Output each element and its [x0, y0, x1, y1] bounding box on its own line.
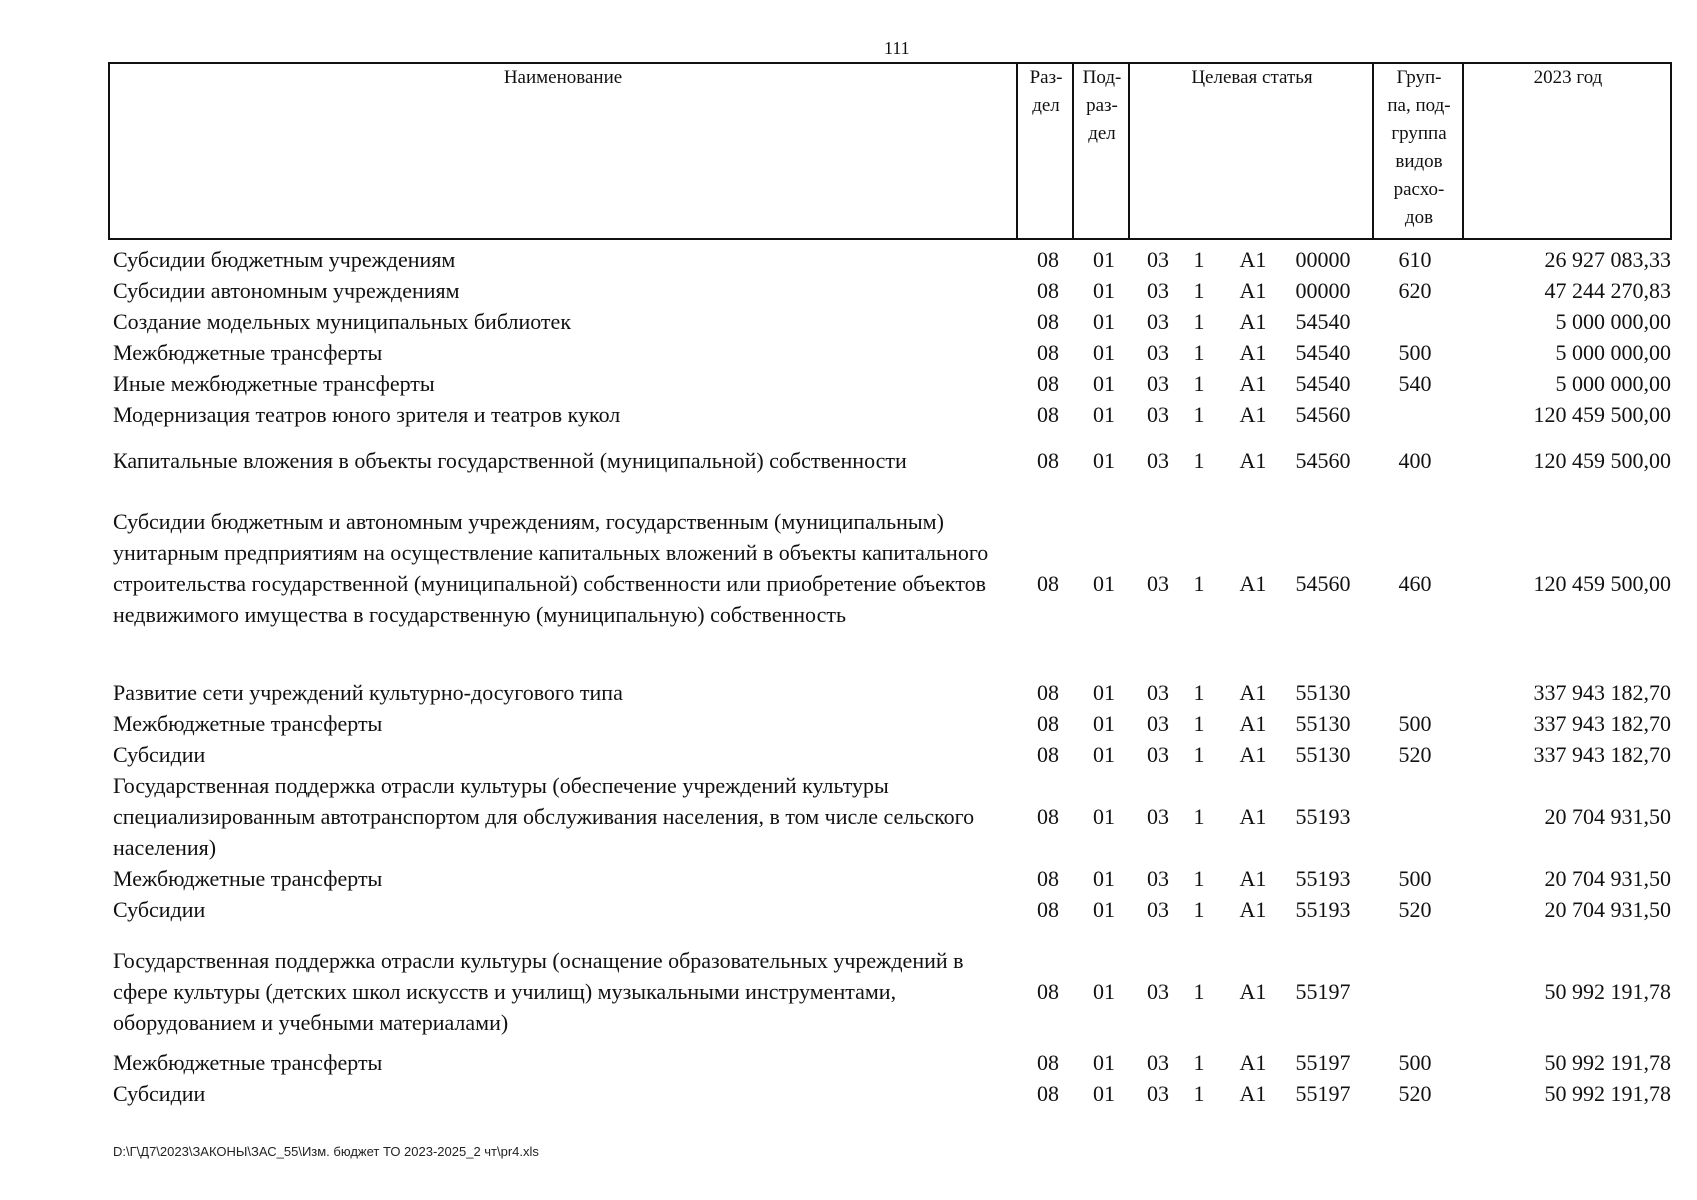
row-name: Субсидии бюджетным и автономным учреждениям, государственным (муниципальным) унитарным предприятиям на осуществление капитальных вложений в объекты капитального строительства государственной (муниципальной) собственности или приобретение объектов недвижимого имущества в государственную (муниципальную) собственность — [113, 509, 989, 627]
row-t2: 1 — [1193, 680, 1205, 705]
row-t4: 54540 — [1295, 340, 1351, 365]
header-name-column — [110, 64, 1016, 238]
row-group: 520 — [1398, 1081, 1432, 1106]
row-podrazdel: 01 — [1093, 866, 1115, 891]
row-name: Межбюджетные трансферты — [113, 866, 383, 891]
row-podrazdel: 01 — [1093, 340, 1115, 365]
table-header — [108, 62, 1672, 240]
row-t4: 54560 — [1295, 571, 1351, 596]
row-t1: 03 — [1147, 1050, 1169, 1075]
row-razdel: 08 — [1037, 371, 1059, 396]
row-t1: 03 — [1147, 571, 1169, 596]
row-t2: 1 — [1193, 1081, 1205, 1106]
row-razdel: 08 — [1037, 1081, 1059, 1106]
row-t2: 1 — [1193, 711, 1205, 736]
row-t3: А1 — [1239, 1081, 1267, 1106]
row-t2: 1 — [1193, 866, 1205, 891]
row-podrazdel: 01 — [1093, 804, 1115, 829]
row-t3: А1 — [1239, 742, 1267, 767]
header-target-column — [1128, 64, 1374, 238]
row-name: Субсидии бюджетным учреждениям — [113, 247, 456, 272]
row-t1: 03 — [1147, 742, 1169, 767]
header-group-line: группа — [1391, 123, 1447, 144]
row-t3: А1 — [1239, 340, 1267, 365]
row-razdel: 08 — [1037, 340, 1059, 365]
row-t2: 1 — [1193, 979, 1205, 1004]
row-sum: 337 943 182,70 — [1533, 680, 1671, 705]
header-razdel-line: Раз- — [1029, 67, 1063, 88]
row-t2: 1 — [1193, 309, 1205, 334]
row-t4: 55130 — [1295, 711, 1351, 736]
row-group: 460 — [1398, 571, 1432, 596]
row-razdel: 08 — [1037, 711, 1059, 736]
row-podrazdel: 01 — [1093, 278, 1115, 303]
row-t2: 1 — [1193, 247, 1205, 272]
header-podrazdel-line: дел — [1088, 123, 1116, 144]
row-t4: 55193 — [1295, 866, 1351, 891]
row-t3: А1 — [1239, 402, 1267, 427]
row-sum: 5 000 000,00 — [1555, 309, 1671, 334]
row-razdel: 08 — [1037, 804, 1059, 829]
header-target-label: Целевая статья — [1191, 67, 1313, 88]
row-group: 540 — [1398, 371, 1432, 396]
row-podrazdel: 01 — [1093, 371, 1115, 396]
row-sum: 20 704 931,50 — [1544, 866, 1671, 891]
header-group-line: расхо- — [1393, 179, 1445, 200]
row-t4: 55197 — [1295, 1050, 1351, 1075]
row-podrazdel: 01 — [1093, 680, 1115, 705]
row-t4: 55197 — [1295, 1081, 1351, 1106]
row-t2: 1 — [1193, 897, 1205, 922]
row-group: 500 — [1398, 711, 1432, 736]
row-razdel: 08 — [1037, 897, 1059, 922]
header-name-label: Наименование — [503, 67, 623, 88]
row-t2: 1 — [1193, 340, 1205, 365]
header-podrazdel-line: Под- — [1082, 67, 1122, 88]
row-t1: 03 — [1147, 278, 1169, 303]
row-t3: А1 — [1239, 247, 1267, 272]
row-t2: 1 — [1193, 278, 1205, 303]
row-group: 620 — [1398, 278, 1432, 303]
row-t2: 1 — [1193, 742, 1205, 767]
row-name: Иные межбюджетные трансферты — [113, 371, 435, 396]
row-sum: 120 459 500,00 — [1533, 402, 1671, 427]
header-group-column — [1372, 64, 1464, 238]
row-t1: 03 — [1147, 680, 1169, 705]
header-razdel-column — [1016, 64, 1074, 238]
row-podrazdel: 01 — [1093, 979, 1115, 1004]
row-sum: 26 927 083,33 — [1544, 247, 1671, 272]
row-t2: 1 — [1193, 371, 1205, 396]
row-t4: 55130 — [1295, 680, 1351, 705]
row-t4: 55130 — [1295, 742, 1351, 767]
row-podrazdel: 01 — [1093, 309, 1115, 334]
row-t4: 54560 — [1295, 402, 1351, 427]
row-t4: 54540 — [1295, 371, 1351, 396]
row-t1: 03 — [1147, 402, 1169, 427]
row-group: 610 — [1398, 247, 1432, 272]
row-razdel: 08 — [1037, 979, 1059, 1004]
row-name: Развитие сети учреждений культурно-досугового типа — [113, 680, 623, 705]
row-t3: А1 — [1239, 897, 1267, 922]
header-year-column — [1462, 64, 1672, 238]
row-t1: 03 — [1147, 247, 1169, 272]
row-t1: 03 — [1147, 448, 1169, 473]
row-razdel: 08 — [1037, 742, 1059, 767]
row-t4: 55197 — [1295, 979, 1351, 1004]
row-razdel: 08 — [1037, 309, 1059, 334]
row-podrazdel: 01 — [1093, 742, 1115, 767]
row-sum: 120 459 500,00 — [1533, 448, 1671, 473]
row-t1: 03 — [1147, 1081, 1169, 1106]
row-razdel: 08 — [1037, 247, 1059, 272]
row-t1: 03 — [1147, 804, 1169, 829]
row-t3: А1 — [1239, 371, 1267, 396]
row-sum: 5 000 000,00 — [1555, 340, 1671, 365]
row-sum: 50 992 191,78 — [1544, 979, 1671, 1004]
row-name: Капитальные вложения в объекты государственной (муниципальной) собственности — [113, 448, 907, 473]
header-group-line: видов — [1395, 151, 1443, 172]
row-group: 520 — [1398, 742, 1432, 767]
row-group: 400 — [1398, 448, 1432, 473]
row-group: 500 — [1398, 340, 1432, 365]
row-t1: 03 — [1147, 979, 1169, 1004]
header-group-line: дов — [1404, 207, 1434, 228]
row-sum: 47 244 270,83 — [1544, 278, 1671, 303]
row-t4: 00000 — [1295, 278, 1351, 303]
row-podrazdel: 01 — [1093, 897, 1115, 922]
row-t4: 55193 — [1295, 897, 1351, 922]
row-t4: 00000 — [1295, 247, 1351, 272]
row-name: Субсидии автономным учреждениям — [113, 278, 460, 303]
row-razdel: 08 — [1037, 448, 1059, 473]
row-name: Межбюджетные трансферты — [113, 1050, 383, 1075]
row-group: 500 — [1398, 866, 1432, 891]
row-t3: А1 — [1239, 278, 1267, 303]
row-t2: 1 — [1193, 448, 1205, 473]
row-t4: 54540 — [1295, 309, 1351, 334]
row-razdel: 08 — [1037, 866, 1059, 891]
header-group-line: па, под- — [1387, 95, 1451, 116]
row-name: Государственная поддержка отрасли культуры (оснащение образовательных учреждений в сфере культуры (детских школ искусств и училищ) музыкальными инструментами, оборудованием и учебными материалами) — [113, 948, 964, 1035]
row-t3: А1 — [1239, 309, 1267, 334]
row-t1: 03 — [1147, 371, 1169, 396]
row-t2: 1 — [1193, 1050, 1205, 1075]
row-name: Субсидии — [113, 1081, 206, 1106]
row-podrazdel: 01 — [1093, 711, 1115, 736]
row-t2: 1 — [1193, 804, 1205, 829]
row-t4: 55193 — [1295, 804, 1351, 829]
row-t1: 03 — [1147, 711, 1169, 736]
row-podrazdel: 01 — [1093, 571, 1115, 596]
row-name: Субсидии — [113, 897, 206, 922]
row-t3: А1 — [1239, 804, 1267, 829]
row-t1: 03 — [1147, 897, 1169, 922]
row-sum: 337 943 182,70 — [1533, 742, 1671, 767]
header-podrazdel-column — [1072, 64, 1130, 238]
row-name: Создание модельных муниципальных библиотек — [113, 309, 572, 334]
row-t1: 03 — [1147, 309, 1169, 334]
row-podrazdel: 01 — [1093, 448, 1115, 473]
row-podrazdel: 01 — [1093, 1081, 1115, 1106]
row-name: Государственная поддержка отрасли культуры (обеспечение учреждений культуры специализированным автотранспортом для обслуживания населения, в том числе сельского населения) — [113, 773, 975, 860]
row-sum: 120 459 500,00 — [1533, 571, 1671, 596]
row-t3: А1 — [1239, 680, 1267, 705]
row-razdel: 08 — [1037, 278, 1059, 303]
row-t1: 03 — [1147, 340, 1169, 365]
row-t2: 1 — [1193, 402, 1205, 427]
row-t2: 1 — [1193, 571, 1205, 596]
row-sum: 20 704 931,50 — [1544, 804, 1671, 829]
row-razdel: 08 — [1037, 680, 1059, 705]
row-t3: А1 — [1239, 866, 1267, 891]
header-year-label: 2023 год — [1533, 67, 1603, 88]
row-sum: 337 943 182,70 — [1533, 711, 1671, 736]
row-podrazdel: 01 — [1093, 1050, 1115, 1075]
row-name: Межбюджетные трансферты — [113, 340, 383, 365]
row-name: Модернизация театров юного зрителя и театров кукол — [113, 402, 621, 427]
row-t3: А1 — [1239, 979, 1267, 1004]
row-razdel: 08 — [1037, 402, 1059, 427]
row-podrazdel: 01 — [1093, 402, 1115, 427]
row-razdel: 08 — [1037, 1050, 1059, 1075]
row-t3: А1 — [1239, 448, 1267, 473]
row-t3: А1 — [1239, 571, 1267, 596]
file-path-footer: D:\Г\Д7\2023\ЗАКОНЫ\ЗАС_55\Изм. бюджет ТО 2023-2025_2 чт\pr4.xls — [113, 1144, 539, 1159]
row-t3: А1 — [1239, 1050, 1267, 1075]
row-podrazdel: 01 — [1093, 247, 1115, 272]
row-t3: А1 — [1239, 711, 1267, 736]
row-name: Межбюджетные трансферты — [113, 711, 383, 736]
row-t1: 03 — [1147, 866, 1169, 891]
row-sum: 50 992 191,78 — [1544, 1081, 1671, 1106]
row-group: 500 — [1398, 1050, 1432, 1075]
header-razdel-line: дел — [1032, 95, 1060, 116]
row-name: Субсидии — [113, 742, 206, 767]
row-sum: 5 000 000,00 — [1555, 371, 1671, 396]
row-razdel: 08 — [1037, 571, 1059, 596]
row-sum: 20 704 931,50 — [1544, 897, 1671, 922]
row-t4: 54560 — [1295, 448, 1351, 473]
row-group: 520 — [1398, 897, 1432, 922]
row-sum: 50 992 191,78 — [1544, 1050, 1671, 1075]
header-podrazdel-line: раз- — [1086, 95, 1118, 116]
header-group-line: Груп- — [1396, 67, 1442, 88]
